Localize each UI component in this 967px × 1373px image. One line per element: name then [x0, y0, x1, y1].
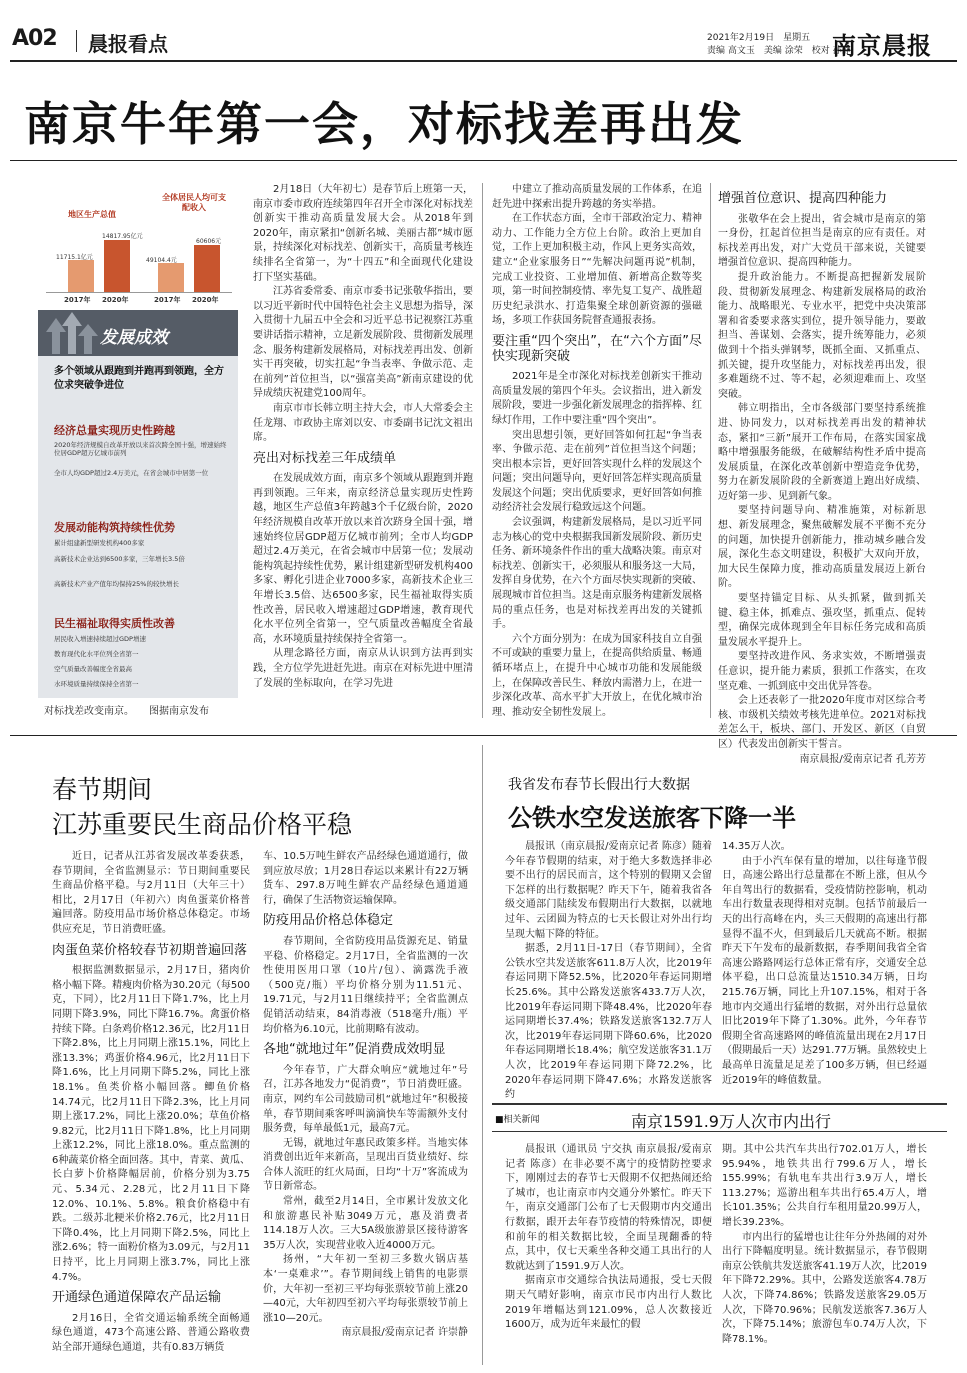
group-item: 累计组建新型研发机构400多家	[54, 539, 145, 547]
paragraph: 要坚持改进作风、务求实效，不断增强责任意识，提升能力素质，狠抓工作落实，在攻坚克难、一抓到底中交出优异答卷。	[718, 651, 926, 692]
article2-column-2	[263, 850, 468, 1365]
paragraph: 晨报讯（通讯员 宁交执 南京晨报/爱南京记者 陈彦）在非必要不离宁的疫情防控要求下，刚刚过去的春节七天假期不仅把热闹还给了城市，也让南京市内交通分外繁忙。昨天下午，南京交通部门公布了七天假期市内交通出行数据，跟开去年春节疫情的特殊情况，即便和前年的相关数据比较，全面呈现翻番的特点，其中，仅七天乘坐各种交通工具出行的人数就达到了1591.9万人次。	[505, 1144, 712, 1272]
bar-year: 2020年	[192, 296, 219, 304]
paragraph: 南京市市长韩立明主持大会，市人大常委会主任龙翔、市政协主席刘以安、市委副书记沈文祖出席。	[253, 402, 473, 444]
paragraph: 今年春节，广大群众响应“就地过年”号召，江苏各地发力“促消费”，节日消费旺盛。南京，网约车公司鼓励司机“就地过年”积极接单，春节期间乘客呼叫滴滴快车等需额外支付服务费，每单最低1元，最高7元。	[263, 1064, 468, 1135]
paragraph: 会上还表彰了一批2020年度市对区综合考核、市级机关绩效考核先进单位。2021对标找差怎么干，板块、部门、开发区、新区（自贸区）代表发出创新实干誓言。	[718, 695, 926, 750]
bar-year: 2020年	[102, 296, 129, 304]
subhead: 开通绿色通道保障农产品运输	[52, 1290, 222, 1306]
article1-column-2	[492, 183, 702, 718]
article4-column-1	[505, 1143, 712, 1367]
infographic	[38, 185, 238, 698]
paragraph: 要坚持问题导向、精准施策，对标新思想、新发展理念，聚焦破解发展不平衡不充分的问题，加快提升创新能力，推动城乡融合发展，深化生态文明建设，积极扩大双向开放，加大民生保障力度，推动高质量发展迈上新台阶。	[718, 505, 926, 590]
subhead: 防疫用品价格总体稳定	[263, 913, 394, 929]
paragraph: 突出思想引领，更好回答如何扛起“争当表率、争做示范、走在前列”首位担当这个问题；突出根本宗旨，更好回答实现什么样的发展这个问题；突出问题导向，更好回答怎样实现高质量发展这个问题；突出优质要求，更好回答如何推动经济社会发展行稳致远这个问题。	[492, 429, 702, 514]
bar-label: 11715.1亿元	[56, 254, 93, 261]
bar-year: 2017年	[64, 296, 91, 304]
paragraph: 据悉，2月11日-17日（春节期间），全省公铁水空共发送旅客611.8万人次，比2019年春运同期下降52.5%，比2020年春运同期增长25.6%。其中公路发送旅客433.7万人次，比2019年春运同期下降48.4%，比2020年春运同期增长37.4%；铁路发送旅客132.7万人次，比2019年春运同期下降60.6%，比2020年春运同期增长18.4%；航空发送旅客31.1万人次，比2019年春运同期下降72.2%，比2020年春运同期下降47.6%；水路发送旅客约	[505, 943, 712, 1101]
paragraph: 春节期间，全省防疫用品货源充足、销量平稳、价格稳定。2月17日，全省监测的一次性使用医用口罩（10片/包）、滴露洗手液（500克/瓶）平均价格分别为11.51元、19.71元，与2月11日继续持平；全省监测点促销活动结束，84消毒液（518毫升/瓶）平均价格为6.10元，比前期略有波动。	[263, 935, 468, 1035]
paragraph: 期。其中公共汽车共出行702.01万人，增长95.94%，地铁共出行799.6万人，增长155.99%；有轨电车共出行3.9万人，增长113.27%；巡游出租车共出行65.4万人，增长101.35%；公共自行车租用量20.99万人，增长39.23%。	[722, 1144, 927, 1228]
paragraph: 在工作状态方面，全市干部政治定力、精神动力、工作能力全方位上台阶。政治上更加自觉，工作上更加积极主动，作风上更务实高效，建立“企业家服务日”“先解决问题再说”机制，完成工业投资、工业增加值、新增高企数等奖项，第一时间控制疫情、率先复工复产、战胜超历史纪录洪水、打造集聚全球创新资源的强磁场，多项工作获国务院督查通报表扬。	[492, 213, 702, 327]
paragraph: 中建立了推动高质量发展的工作体系，在追赶先进中探索出提升跨越的务实举措。	[492, 184, 702, 210]
header-rule	[10, 60, 957, 62]
paragraph: 江苏省委常委、南京市委书记张敬华指出，要以习近平新时代中国特色社会主义思想为指导，深入贯彻十九届五中全会和习近平总书记视察江苏重要讲话指示精神，立足新发展阶段、贯彻新发展理念、服务构建新发展格局，对标找差再出发、创新实干再突破，切实扛起“争当表率、争做示范、走在前列”首位担当，以“强富美高”新南京建设的优异成绩庆祝建党100周年。	[253, 286, 473, 400]
paragraph: 根据监测数据显示，2月17日，猪肉价格小幅下降。精瘦肉价格为30.20元（每500克，下同），比2月11日下降1.7%，比上月同期下降3.9%，同比下降16.7%。禽蛋价格持续下降。白条鸡价格12.36元，比2月11日下降2.8%，比上月同期上涨15.1%，同比上涨13.3%；鸡蛋价格4.96元，比2月11日下降1.6%，比上月同期下降5.2%，同比上涨18.1%。鱼类价格小幅回落。鲫鱼价格14.74元，比2月11日下降2.3%，比上月同期上涨17.2%，同比上涨20.0%；草鱼价格9.82元，比2月11日下降1.8%，比上月同期上涨12.2%，同比上涨18.0%。重点监测的6种蔬菜价格全面回落。其中，青菜、黄瓜、长白萝卜价格降幅居前，价格分别为3.75元、5.34元、2.28元，比2月11日下降12.0%、10.1%、5.8%。粮食价格稳中有跌。二级苏北粳米价格2.76元，比2月11日下降0.4%，比上月同期下降2.5%，同比上涨2.6%；特一面粉价格为3.09元，与2月11日持平，比上月同期上涨3.7%，同比上涨4.7%。	[52, 965, 250, 1283]
paragraph: 2月18日（大年初七）是春节后上班第一天，南京市委市政府连续第四年召开全市深化对标找差创新实干推动高质量发展大会。从2018年到2020年，南京紧扣“创新名城、美丽古都”城市愿景，持续深化对标找差、创新实干，高质量考核连续排名全省第一，为“十四五”和全面现代化建设打下坚实基础。	[253, 184, 473, 283]
bar-income-2020	[194, 245, 220, 292]
group-item: 高新技术产业产值年均保持25%的较快增长	[54, 580, 179, 588]
article2-title-line1: 春节期间	[52, 775, 153, 804]
paragraph: 提升政治能力。不断提高把握新发展阶段、贯彻新发展理念、构建新发展格局的政治能力、战略眼光、专业水平，把党中央决策部署和省委要求落实到位，提升领导能力，要敢担当、善谋划、会落实，提升统筹能力，必须做到十个指头弹钢琴，既抓全面、又抓重点、抓关键，提升攻坚能力，对标找差再出发，很多难题绕不过、等不起，必须迎难而上、攻坚突破。	[718, 271, 926, 400]
subhead: 各地“就地过年”促消费成效明显	[263, 1042, 446, 1058]
paragraph: 据南京市交通综合执法局通报，受七天假期天气晴好影响，南京市民市内出行人数比2019年增幅达到121.09%，总人次数接近1600万，成为近年来最忙的假	[505, 1275, 712, 1331]
bar-gdp-2020	[104, 240, 130, 292]
bar-label: 14817.95亿元	[102, 233, 143, 240]
issue-date: 2021年2月19日 星期五	[707, 33, 811, 43]
infographic-subtitle: 多个领域从跟跑到并跑再到领跑，全方位求突破争进位	[54, 366, 224, 391]
section-rule	[10, 735, 957, 736]
bar-gdp-2017	[68, 260, 94, 292]
paragraph: 六个方面分别为：在成为国家科技自立自强不可或缺的重要力量上，在提高供给质量、畅通循环堵点上，在提升中心城市功能和发展能级上，在保障改善民生、释放内需潜力上，在进一步深化改革、高水平扩大开放上，在优化城市治理、推动安全韧性发展上。	[492, 633, 702, 718]
related-news-title: 南京1591.9万人次市内出行	[631, 1112, 831, 1131]
paragraph: 要坚持锚定目标、从头抓紧，做到抓关键、稳主体，抓难点、强攻坚，抓重点、促转型，确保完成体现到全年目标任务完成和高质量发展水平提升上。	[718, 593, 926, 648]
paragraph: 张敬华在会上提出，省会城市是南京的第一身份，扛起首位担当是南京的应有责任。对标找差再出发，对广大党员干部来说，关键要增强首位意识、提高四种能力。	[718, 213, 926, 269]
subhead: 肉蛋鱼菜价格较春节初期普遍回落	[52, 942, 248, 958]
paragraph: 由于小汽车保有量的增加，以往每逢节假日，高速公路出行总量都在不断上涨，但从今年自驾出行的数据看，受疫情防控影响，机动车出行数量表现得相对克制。包括节前最后一天的出行高峰在内，头三天假期的高速出行都显得不温不火，但到最后几天就高不断。根据昨天下午发布的最新数据，春季期间我省全省高速公路路网运行总体正常有序，交通安全总体平稳，出口总流量达1510.34万辆，日均215.76万辆，同比上升107.15%，相对于各地市内交通出行猛增的数据，对外出行总量依旧比2019年下降了1.30%。此外，今年春节假期全省高速路网的峰值流量出现在2月17日（假期最后一天）达291.77万辆。虽然较史上最高单日流量足足差了100多万辆，但已经逼近2019年的峰值数量。	[722, 855, 927, 1086]
header-divider	[76, 30, 77, 52]
column-divider	[482, 183, 483, 718]
chart-baseline	[46, 292, 232, 293]
article3-column-1	[505, 840, 712, 1101]
group-title: 经济总量实现历史性跨越	[54, 424, 175, 437]
bar-income-2017	[158, 263, 184, 292]
paragraph: 韩立明指出，全市各级部门要坚持系统推进、协同发力，以对标找差再出发的精神状态，紧扣“三新”展开工作布局，在落实国家战略中增强服务能级，在破解结构性矛盾中提高发展质量，在深化改革创新中塑造竞争优势，努力在新发展阶段的全新赛道上跑出好成绩、迈好第一步、见到新气象。	[718, 403, 926, 502]
related-news-label: ■相关新闻	[495, 1115, 540, 1125]
byline: 南京晨报/爱南京记者 许崇静	[341, 1327, 468, 1339]
paragraph: 近日，记者从江苏省发展改革委获悉，春节期间，全省监测显示：节日期间重要民生商品价格平稳。与2月11日（大年三十）相比，2月17日（年初六）肉鱼蛋菜价格普遍回落。防疫用品市场价格总体稳定。市场供应充足，节日消费旺盛。	[52, 851, 250, 935]
editor-credits: 责编 高文玉 美编 涂荣 校对 孙静	[707, 46, 851, 56]
article1-column-3	[718, 191, 926, 765]
paragraph: 无锡，就地过年惠民政策多样。当地实体消费创出近年来新高，呈现出百货业绩好、综合体人流旺的红火局面，日均“十万”客流成为节日新常态。	[263, 1137, 468, 1193]
infographic-banner-title: 发展成效	[100, 328, 168, 348]
group-item: 高新技术企业达到6500多家，三年增长3.5倍	[54, 555, 185, 563]
paragraph: 从理念路径方面，南京从认识到方法再到实践，全方位学先进赶先进。南京在对标先进中厘清了发展的坐标取向，在学习先进	[253, 648, 473, 689]
article3-title: 公铁水空发送旅客下降一半	[508, 804, 796, 832]
infographic-banner	[38, 310, 238, 356]
paragraph: 14.35万人次。	[722, 841, 791, 852]
group-title: 发展动能构筑持续性优势	[54, 521, 175, 534]
byline: 南京晨报/爱南京记者 孔芳芳	[799, 753, 926, 765]
chart-title-income: 全体居民人均可支配收入	[162, 193, 226, 212]
headline-rule	[10, 160, 957, 161]
article4-column-2	[722, 1143, 927, 1367]
group-item: 2020年经济规模自改革开放以来首次跨全国十强，增速始终位居GDP超万亿城市前列	[54, 441, 227, 457]
chart-title-gdp: 地区生产总值	[68, 210, 116, 219]
bar-label: 49104.4元	[146, 257, 177, 264]
group-item: 教育现代化水平位列全省第一	[54, 650, 139, 658]
article2-title-line2: 江苏重要民生商品价格平稳	[52, 810, 353, 839]
paragraph: 在发展成效方面，南京多个领域从跟跑到并跑再到领跑。三年来，南京经济总量实现历史性跨越，地区生产总值3年跨越3个千亿级台阶，2020年经济规模自改革开放以来首次跻身全国十强，增速始终位居GDP超万亿城市前列；全市人均GDP超过2.4万美元，在省会城市中居第一位；发展动能构筑起持续性优势，累计组建新型研发机构400多家、孵化引进企业7000多家，高新技术企业三年增长3.5倍、达6500多家，民生福祉取得实质性改善，居民收入增速超过GDP增速，教育现代化水平位列全省第一，空气质量改善幅度全省最高，水环境质量持续保持全省第一。	[253, 473, 473, 645]
article1-column-1	[253, 183, 473, 718]
section-title: 晨报看点	[88, 32, 168, 56]
article3-subtitle: 我省发布春节长假出行大数据	[508, 777, 690, 793]
infographic-chart	[38, 185, 238, 310]
paragraph: 2021年是全市深化对标找差创新实干推动高质量发展的第四个年头。会议指出，进入新发展阶段，要进一步强化新发展理念的指挥棒、红绿灯作用，工作中要注重“四个突出”。	[492, 371, 702, 426]
paragraph: 市内出行的猛增也让往年分外热闹的对外出行下降幅度明显。统计数据显示，春节假期南京公铁航共发送旅客41.19万人次，比2019年下降72.29%。其中，公路发送旅客4.78万人次，下降74.86%；铁路发送旅客29.05万人次，下降70.96%；民航发送旅客7.36万人次，下降75.14%；旅游包车0.74万人次，下降78.1%。	[722, 1231, 927, 1345]
masthead-logo: 南京晨报	[832, 31, 932, 60]
subhead: 要注重“四个突出”，在“六个方面”尽快实现新突破	[492, 333, 702, 364]
group-item: 空气质量改善幅度全省最高	[54, 665, 132, 673]
paragraph: 2月16日，全省交通运输系统全面畅通绿色通道，473个高速公路、普通公路收费站全部开通绿色通道，共有0.83万辆货	[52, 1312, 250, 1353]
column-divider	[710, 183, 711, 718]
paragraph: 车、10.5万吨生鲜农产品经绿色通道通行，做到应放尽放；1月28日春运以来累计有22万辆货车、297.8万吨生鲜农产品经绿色通道通行，确保了生活物资运输保障。	[263, 851, 468, 906]
column-divider	[482, 745, 483, 1365]
subhead: 亮出对标找差三年成绩单	[253, 450, 397, 466]
bar-label: 60606元	[196, 238, 222, 245]
page-number: A02	[12, 26, 57, 51]
group-item: 水环境质量持续保持全省第一	[54, 680, 139, 688]
article2-column-1	[52, 850, 250, 1365]
group-title: 民生福祉取得实质性改善	[54, 617, 175, 630]
paragraph: 晨报讯（南京晨报/爱南京记者 陈彦）随着今年春节假期的结束，对于绝大多数选择非必要不出行的居民而言，这个特别的假期又会留下怎样的出行数据呢？昨天下午，随着我省各级交通部门陆续发布假期出行大数据，以就地过年、云团圆为特点的七天长假让对外出行均呈现大幅下降的特征。	[505, 841, 712, 940]
paragraph: 会议强调，构建新发展格局，是以习近平同志为核心的党中央根据我国新发展阶段、新历史任务、新环境条件作出的重大战略决策。南京对标找差、创新实干，必须服从和服务这一大局，发挥自身优势，在六个方面尽快实现新的突破、展现城市首位担当。这是南京服务构建新发展格局的重点任务，也是对标找差再出发的关键抓手。	[492, 517, 702, 631]
paragraph: 扬州，“大年初一至初三多数火锅店基本‘一桌难求’”。春节期间线上销售的电影票价，大年初一至初三平均每张票较节前上涨20—40元，大年初四至初六平均每张票较节前上涨10—20元。	[263, 1254, 468, 1324]
infographic-caption: 对标找差改变南京。 图据南京发布	[44, 706, 209, 717]
group-item: 居民收入增速持续超过GDP增速	[54, 635, 146, 643]
group-item: 全市人均GDP超过2.4万美元，在省会城市中居第一位	[54, 469, 209, 477]
bar-year: 2017年	[154, 296, 181, 304]
subhead: 增强首位意识、提高四种能力	[718, 191, 888, 206]
main-headline: 南京牛年第一会，对标找差再出发	[24, 97, 744, 151]
article3-column-2	[722, 840, 927, 1095]
paragraph: 常州，截至2月14日，全市累计发放文化和旅游惠民补贴3049万元，惠及消费者114.18万人次。三大5A级旅游景区接待游客35万人次，实现营业收入近4000万元。	[263, 1196, 468, 1251]
